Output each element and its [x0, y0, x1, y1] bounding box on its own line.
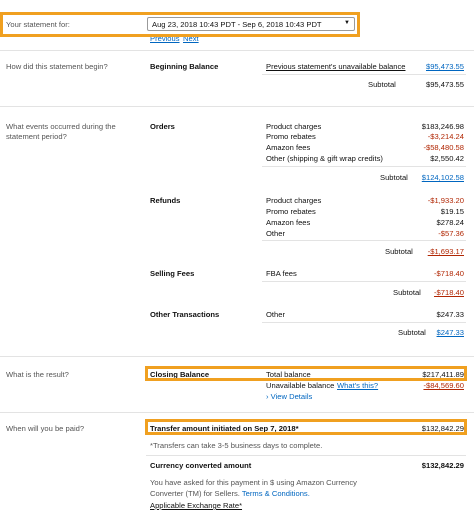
- currency-converted-label: Currency converted amount: [150, 461, 252, 470]
- refunds-item-desc: Other: [266, 229, 285, 238]
- next-link[interactable]: Next: [183, 34, 199, 43]
- subtotal-label: Subtotal: [380, 173, 408, 182]
- beginning-balance-amount[interactable]: $95,473.55: [425, 62, 464, 71]
- divider: [0, 412, 474, 413]
- beginning-balance-desc: Previous statement's unavailable balance: [266, 62, 406, 71]
- orders-item-amount: $2,550.42: [430, 154, 464, 163]
- orders-label: Orders: [150, 122, 175, 131]
- previous-link[interactable]: Previous: [150, 34, 180, 43]
- events-question-line1: What events occurred during the: [6, 122, 116, 131]
- refunds-label: Refunds: [150, 196, 181, 205]
- divider: [0, 106, 474, 107]
- orders-item-amount: $183,246.98: [421, 122, 464, 131]
- refunds-subtotal[interactable]: -$1,693.17: [427, 247, 464, 256]
- subtotal-label: Subtotal: [398, 328, 426, 337]
- divider: [0, 356, 474, 357]
- orders-item-desc: Promo rebates: [266, 132, 316, 141]
- beginning-subtotal: $95,473.55: [425, 80, 464, 89]
- result-question: What is the result?: [6, 370, 69, 379]
- selling-fees-item-amount: -$718.40: [434, 269, 464, 278]
- divider: [262, 166, 466, 167]
- selling-fees-item-desc: FBA fees: [266, 269, 297, 278]
- subtotal-label: Subtotal: [385, 247, 413, 256]
- divider: [262, 74, 466, 75]
- selling-fees-subtotal[interactable]: -$718.40: [434, 288, 464, 297]
- unavailable-balance-amount[interactable]: -$84,569.60: [423, 381, 464, 390]
- currency-info-prefix: Converter (TM) for Sellers.: [150, 489, 240, 498]
- total-balance-label: Total balance: [266, 370, 311, 379]
- statement-period-select[interactable]: [147, 17, 355, 31]
- divider: [146, 455, 466, 456]
- refunds-item-desc: Promo rebates: [266, 207, 316, 216]
- transfer-note: *Transfers can take 3-5 business days to complete.: [150, 441, 323, 450]
- exchange-rate-label: Applicable Exchange Rate*: [150, 501, 243, 510]
- other-transactions-subtotal[interactable]: $247.33: [436, 328, 464, 337]
- statement-label: Your statement for:: [6, 20, 70, 29]
- total-balance-amount: $217,411.89: [422, 370, 464, 379]
- whats-this-link[interactable]: What's this?: [337, 381, 379, 390]
- terms-link[interactable]: Terms & Conditions.: [241, 489, 310, 498]
- events-question-line2: statement period?: [6, 132, 67, 141]
- currency-info-line1: You have asked for this payment in $ using Amazon Currency: [150, 478, 357, 487]
- currency-info-line2: [150, 489, 310, 498]
- view-details-link[interactable]: View Details: [270, 392, 313, 401]
- refunds-item-amount: $278.24: [436, 218, 464, 227]
- payment-question: When will you be paid?: [6, 424, 85, 433]
- other-transactions-label: Other Transactions: [150, 310, 220, 319]
- orders-item-amount: -$3,214.24: [427, 132, 464, 141]
- refunds-item-amount: $19.15: [440, 207, 464, 216]
- divider: [262, 322, 466, 323]
- selling-fees-label: Selling Fees: [150, 269, 195, 278]
- transfer-label: Transfer amount initiated on Sep 7, 2018*: [150, 424, 299, 433]
- caret-right-icon: ›: [266, 392, 269, 401]
- closing-balance-label: Closing Balance: [150, 370, 210, 379]
- view-details-toggle[interactable]: [266, 392, 312, 401]
- dropdown-arrow-icon: ▼: [344, 20, 350, 26]
- subtotal-label: Subtotal: [368, 80, 396, 89]
- orders-item-amount: -$58,480.58: [423, 143, 464, 152]
- refunds-item-desc: Amazon fees: [266, 218, 311, 227]
- refunds-item-amount: -$1,933.20: [427, 196, 464, 205]
- refunds-item-amount: -$57.36: [438, 229, 464, 238]
- divider: [0, 50, 474, 51]
- beginning-balance-label: Beginning Balance: [150, 62, 219, 71]
- transfer-amount: $132,842.29: [421, 424, 464, 433]
- divider: [262, 240, 466, 241]
- orders-subtotal[interactable]: $124,102.58: [421, 173, 464, 182]
- other-transactions-item-desc: Other: [266, 310, 285, 319]
- refunds-item-desc: Product charges: [266, 196, 322, 205]
- other-transactions-item-amount: $247.33: [436, 310, 464, 319]
- unavailable-balance-label: Unavailable balance: [266, 381, 335, 390]
- orders-item-desc: Amazon fees: [266, 143, 311, 152]
- begin-question: How did this statement begin?: [6, 62, 108, 71]
- orders-item-desc: Other (shipping & gift wrap credits): [266, 154, 383, 163]
- subtotal-label: Subtotal: [393, 288, 421, 297]
- statement-period-value: Aug 23, 2018 10:43 PDT - Sep 6, 2018 10:43 PDT: [152, 20, 322, 29]
- orders-item-desc: Product charges: [266, 122, 322, 131]
- currency-converted-amount: $132,842.29: [421, 461, 464, 470]
- divider: [262, 281, 466, 282]
